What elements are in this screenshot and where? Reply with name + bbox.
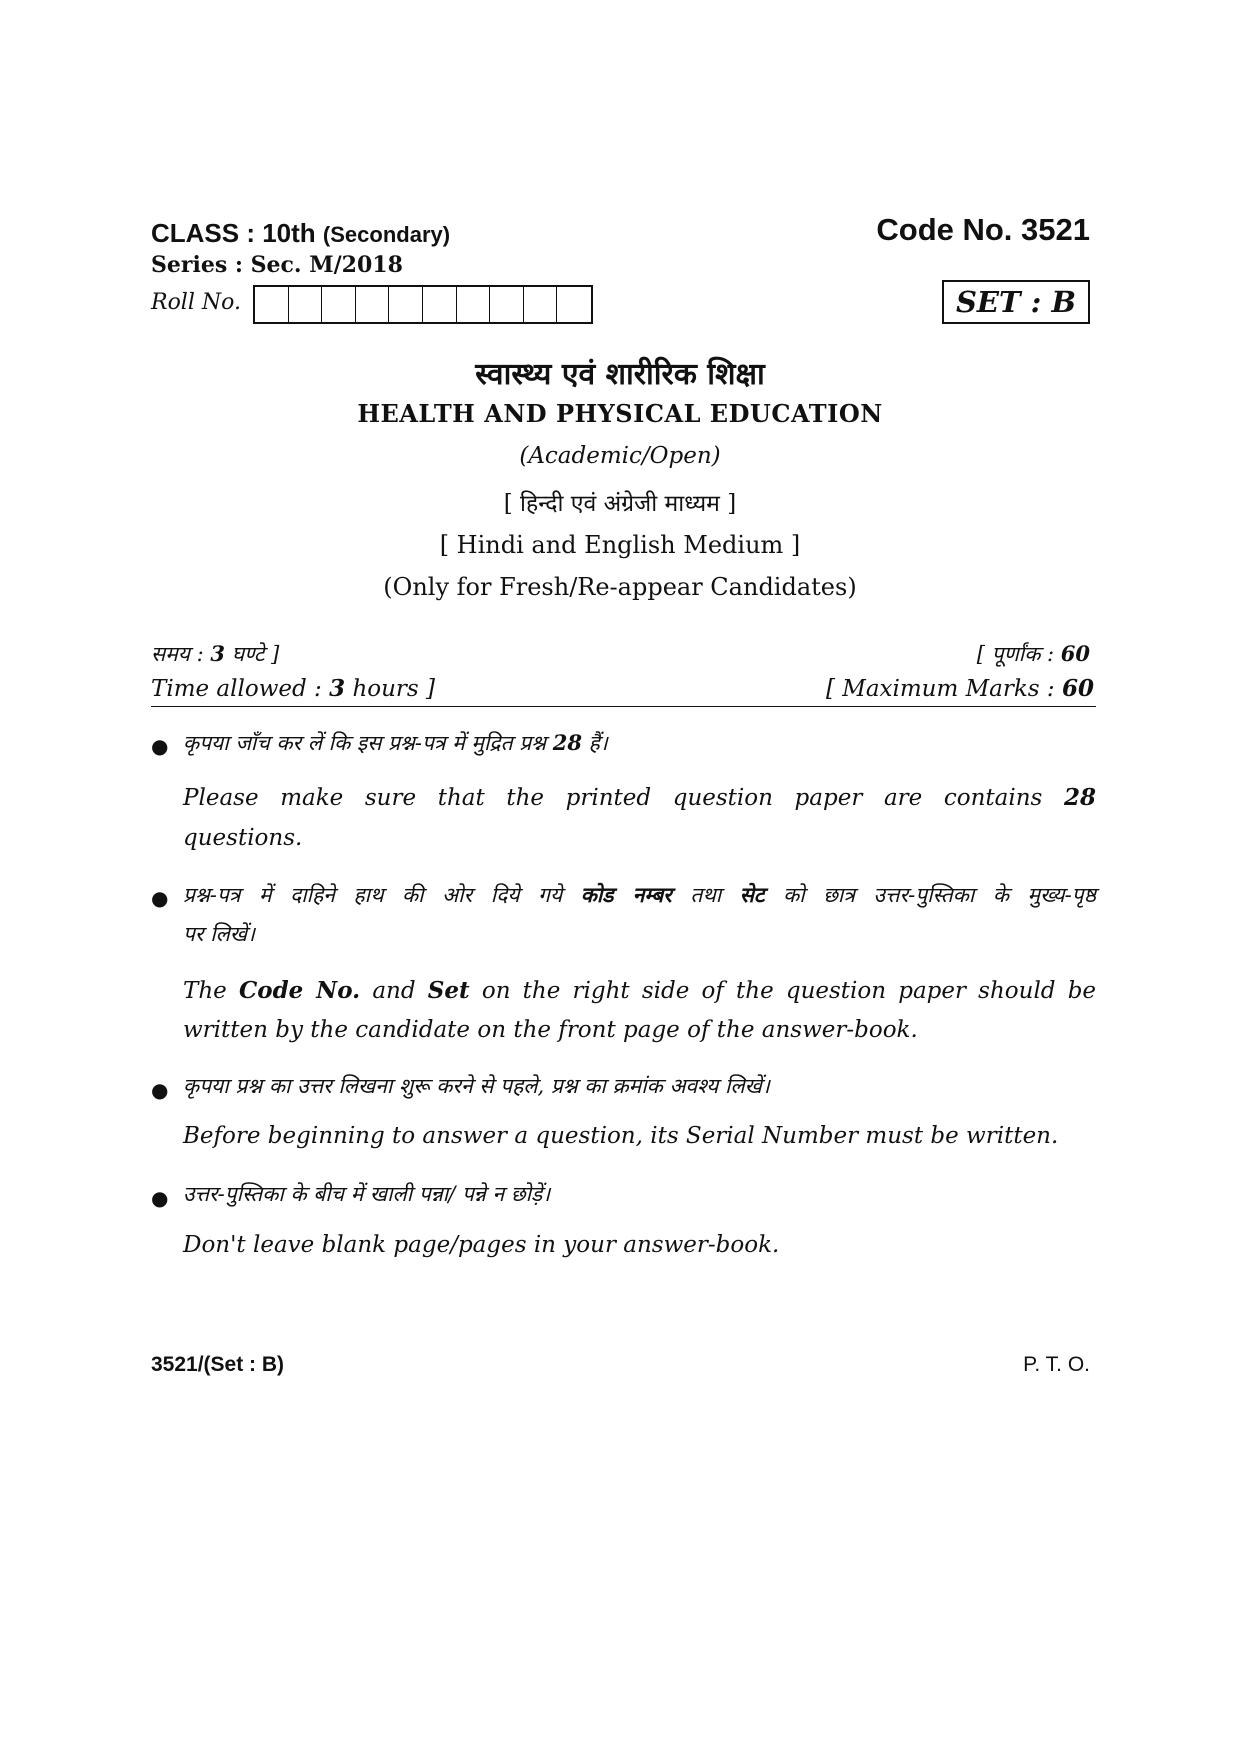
bullet-icon: ● xyxy=(151,886,169,910)
instruction-1-hindi: कृपया जाँच कर लें कि इस प्रश्न-पत्र में मुद्रित प्रश्न 28 हैं। xyxy=(183,730,608,755)
instruction-4-english: Don't leave blank page/pages in your answer-book. xyxy=(183,1232,780,1258)
roll-number-boxes[interactable] xyxy=(253,285,593,324)
set-box: SET : B xyxy=(942,280,1090,324)
candidates-note: (Only for Fresh/Re-appear Candidates) xyxy=(383,573,857,601)
roll-number-box[interactable] xyxy=(457,287,491,322)
roll-number-box[interactable] xyxy=(389,287,423,322)
time-english: Time allowed : 3 hours ] xyxy=(151,675,435,702)
class-label xyxy=(151,218,450,249)
instruction-2-hindi-line1: प्रश्न-पत्र में दाहिने हाथ की ओर दिये गये कोड नम्बर तथा सेट को छात्र उत्तर-पुस्तिका के मुख्य-पृष्ठ xyxy=(183,882,1096,907)
instruction-3-english: Before beginning to answer a question, its Serial Number must be written. xyxy=(183,1123,1059,1149)
series-label: Series : Sec. M/2018 xyxy=(151,252,403,278)
time-hindi: समय : 3 घण्टे ] xyxy=(151,641,280,666)
roll-number-box[interactable] xyxy=(524,287,558,322)
instruction-1-english-line2: questions. xyxy=(183,825,303,851)
roll-number-label: Roll No. xyxy=(151,290,241,315)
roll-number-box[interactable] xyxy=(255,287,289,322)
bullet-icon: ● xyxy=(151,1078,169,1102)
academic-open-label: (Academic/Open) xyxy=(519,443,721,469)
instruction-1-english-line1: Please make sure that the printed question paper are contains 28 xyxy=(183,784,1096,811)
divider xyxy=(151,706,1096,707)
footer-code: 3521/(Set : B) xyxy=(151,1353,285,1376)
instruction-4-hindi: उत्तर-पुस्तिका के बीच में खाली पन्ना/ पन्ने न छोड़ें। xyxy=(183,1182,551,1206)
instruction-2-hindi-line2: पर लिखें। xyxy=(183,922,256,946)
class-sub: (Secondary) xyxy=(322,222,451,247)
instruction-3-hindi: कृपया प्रश्न का उत्तर लिखना शुरू करने से पहले, प्रश्न का क्रमांक अवश्य लिखें। xyxy=(183,1074,770,1098)
marks-english: [ Maximum Marks : 60 xyxy=(825,675,1094,702)
medium-english: [ Hindi and English Medium ] xyxy=(439,531,801,559)
instruction-2-english-line1: The Code No. and Set on the right side of the question paper should be xyxy=(183,977,1097,1004)
code-number: Code No. 3521 xyxy=(876,212,1090,247)
roll-number-box[interactable] xyxy=(356,287,390,322)
footer-pto: P. T. O. xyxy=(1023,1353,1090,1376)
roll-number-box[interactable] xyxy=(289,287,323,322)
title-hindi: स्वास्थ्य एवं शारीरिक शिक्षा xyxy=(475,357,765,392)
roll-number-box[interactable] xyxy=(322,287,356,322)
bullet-icon: ● xyxy=(151,734,169,758)
medium-hindi: [ हिन्दी एवं अंग्रेजी माध्यम ] xyxy=(503,491,737,517)
bullet-icon: ● xyxy=(151,1186,169,1210)
title-english: HEALTH AND PHYSICAL EDUCATION xyxy=(357,399,883,428)
roll-number-box[interactable] xyxy=(557,287,591,322)
marks-hindi: [ पूर्णांक : 60 xyxy=(976,641,1090,666)
class-main: CLASS : 10th xyxy=(151,218,316,248)
roll-number-box[interactable] xyxy=(490,287,524,322)
instruction-2-english-line2: written by the candidate on the front page of the answer-book. xyxy=(183,1017,918,1043)
roll-number-box[interactable] xyxy=(423,287,457,322)
